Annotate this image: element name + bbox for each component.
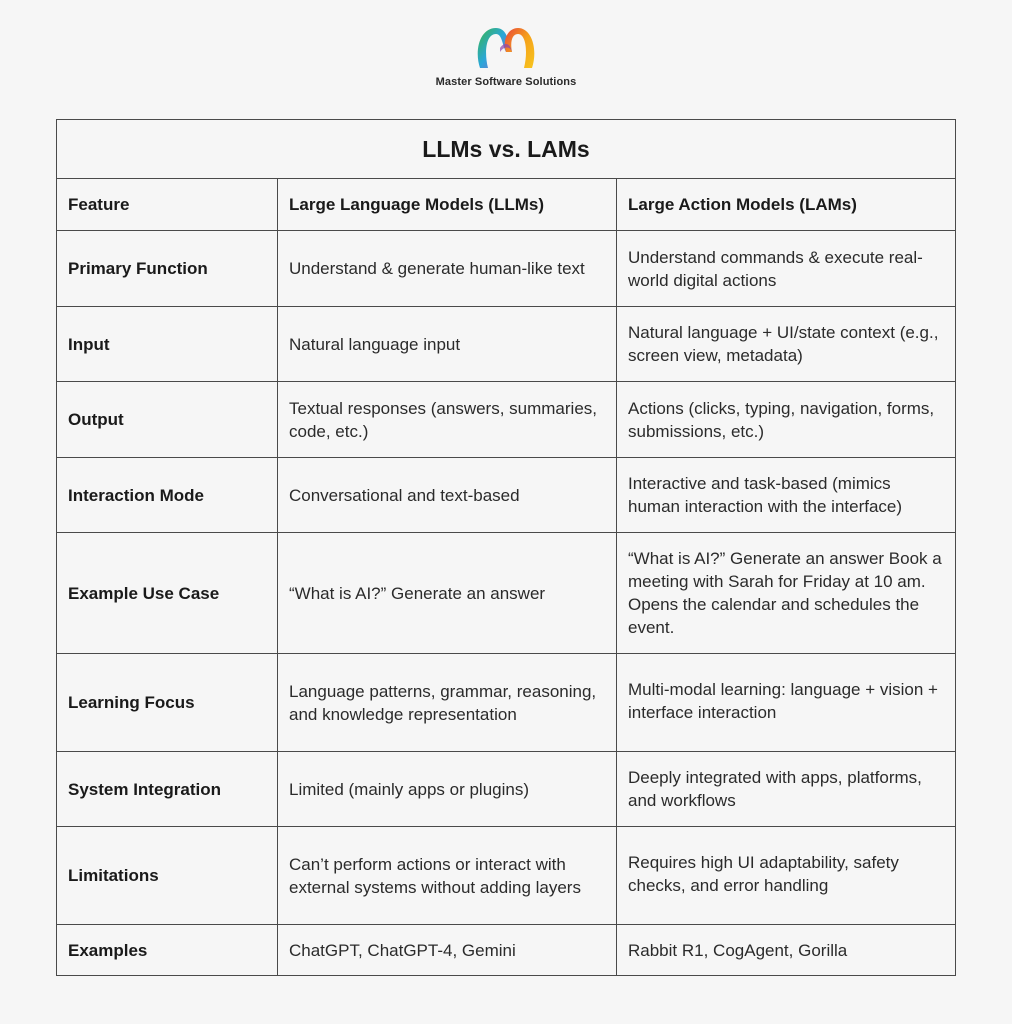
table-row (57, 307, 956, 382)
row-llm: Conversational and text-based (278, 458, 617, 533)
comparison-table (56, 119, 956, 976)
row-llm: ChatGPT, ChatGPT-4, Gemini (278, 925, 617, 976)
brand-name: Master Software Solutions (435, 76, 577, 88)
table-row (57, 654, 956, 752)
header-lam: Large Action Models (LAMs) (617, 179, 956, 231)
row-llm: Language patterns, grammar, reasoning, and knowledge representation (278, 654, 617, 752)
row-feature: Example Use Case (57, 533, 278, 654)
row-llm: Understand & generate human-like text (278, 231, 617, 307)
table-row (57, 533, 956, 654)
table-row (57, 382, 956, 458)
row-llm: Limited (mainly apps or plugins) (278, 752, 617, 827)
brand-logo-icon (470, 22, 542, 74)
row-llm: “What is AI?” Generate an answer (278, 533, 617, 654)
row-feature: Output (57, 382, 278, 458)
row-lam: Actions (clicks, typing, navigation, forms, submissions, etc.) (617, 382, 956, 458)
row-lam: Interactive and task-based (mimics human interaction with the interface) (617, 458, 956, 533)
table-row (57, 827, 956, 925)
row-lam: Deeply integrated with apps, platforms, and workflows (617, 752, 956, 827)
row-lam: Understand commands & execute real-world digital actions (617, 231, 956, 307)
row-lam: Multi-modal learning: language + vision + interface interaction (617, 654, 956, 752)
table-row (57, 925, 956, 976)
row-feature: Primary Function (57, 231, 278, 307)
table-title: LLMs vs. LAMs (57, 120, 956, 179)
row-lam: “What is AI?” Generate an answer Book a meeting with Sarah for Friday at 10 am. Opens the calendar and schedules the event. (617, 533, 956, 654)
row-lam: Natural language + UI/state context (e.g., screen view, metadata) (617, 307, 956, 382)
row-feature: Limitations (57, 827, 278, 925)
brand-header (0, 22, 1012, 88)
row-feature: Examples (57, 925, 278, 976)
table-title-row (57, 120, 956, 179)
table-header-row (57, 179, 956, 231)
row-lam: Rabbit R1, CogAgent, Gorilla (617, 925, 956, 976)
row-feature: Input (57, 307, 278, 382)
header-llm: Large Language Models (LLMs) (278, 179, 617, 231)
row-feature: Learning Focus (57, 654, 278, 752)
row-feature: Interaction Mode (57, 458, 278, 533)
table-row (57, 752, 956, 827)
row-llm: Natural language input (278, 307, 617, 382)
table-row (57, 231, 956, 307)
row-lam: Requires high UI adaptability, safety checks, and error handling (617, 827, 956, 925)
row-llm: Textual responses (answers, summaries, code, etc.) (278, 382, 617, 458)
row-llm: Can’t perform actions or interact with external systems without adding layers (278, 827, 617, 925)
row-feature: System Integration (57, 752, 278, 827)
header-feature: Feature (57, 179, 278, 231)
table-row (57, 458, 956, 533)
